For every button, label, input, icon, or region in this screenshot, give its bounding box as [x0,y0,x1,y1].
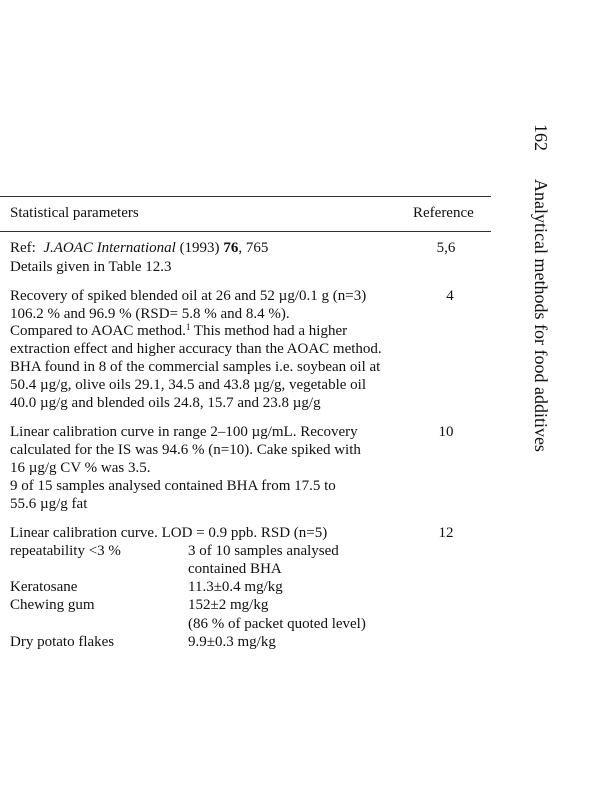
row-3-line-4: 9 of 15 samples analysed contained BHA from 17.5 to [10,478,336,494]
footnote-marker: 1 [185,322,191,332]
sample-value: 152±2 mg/kg [188,597,269,613]
ref-label: Ref: [10,240,36,256]
row-2-line-5: BHA found in 8 of the commercial samples i.e. soybean oil at [10,359,381,375]
journal-pages: , 765 [238,240,269,256]
row-3-reference: 10 [438,424,454,440]
row-2-line-7: 40.0 µg/g and blended oils 24.8, 15.7 and 23.8 µg/g [10,395,321,411]
sample-name: Keratosane [10,579,78,595]
journal-volume: 76 [223,240,239,256]
row-4-reference: 12 [438,525,454,541]
row-2-reference: 4 [446,288,454,304]
column-header-reference: Reference [413,205,474,221]
running-head-title: Analytical methods for food additives [531,179,551,452]
row-1-line-2: Details given in Table 12.3 [10,259,172,275]
table-header-rule [0,231,491,232]
sample-name: Dry potato flakes [10,634,115,650]
column-header-statistical-parameters: Statistical parameters [10,205,139,221]
row-3-line-3: 16 µg/g CV % was 3.5. [10,460,151,476]
row-4-line-1: Linear calibration curve. LOD = 0.9 ppb. RSD (n=5) [10,525,328,541]
journal-name: J.AOAC International [43,240,176,256]
row-1-ref-line [10,239,268,257]
row-3-line-1: Linear calibration curve in range 2–100 µg/mL. Recovery [10,424,358,440]
page-number: 162 [531,124,551,151]
row-3-line-2: calculated for the IS was 94.6 % (n=10). Cake spiked with [10,442,361,458]
row-1-reference: 5,6 [436,240,456,256]
journal-year: (1993) [179,240,220,256]
sample-name: Chewing gum [10,597,95,613]
sample-value: 11.3±0.4 mg/kg [188,579,283,595]
row-4-line-2-left: repeatability <3 % [10,543,121,559]
row-2-line-6: 50.4 µg/g, olive oils 29.1, 34.5 and 43.8 µg/g, vegetable oil [10,377,366,393]
aoac-after: This method had a higher [190,323,348,339]
running-head [512,120,552,450]
row-2-line-1: Recovery of spiked blended oil at 26 and 52 µg/0.1 g (n=3) [10,288,367,304]
row-4-line-2-right: 3 of 10 samples analysed [188,543,339,559]
aoac-before: Compared to AOAC method. [10,323,186,339]
table-top-rule [0,196,491,197]
row-4-line-3-right: contained BHA [188,561,282,577]
sample-value: 9.9±0.3 mg/kg [188,634,276,650]
row-2-line-4: extraction effect and higher accuracy than the AOAC method. [10,341,382,357]
row-2-line-3 [10,322,347,340]
row-3-line-5: 55.6 µg/g fat [10,496,88,512]
sample-note: (86 % of packet quoted level) [188,616,366,632]
row-2-line-2: 106.2 % and 96.9 % (RSD= 5.8 % and 8.4 %). [10,306,290,322]
